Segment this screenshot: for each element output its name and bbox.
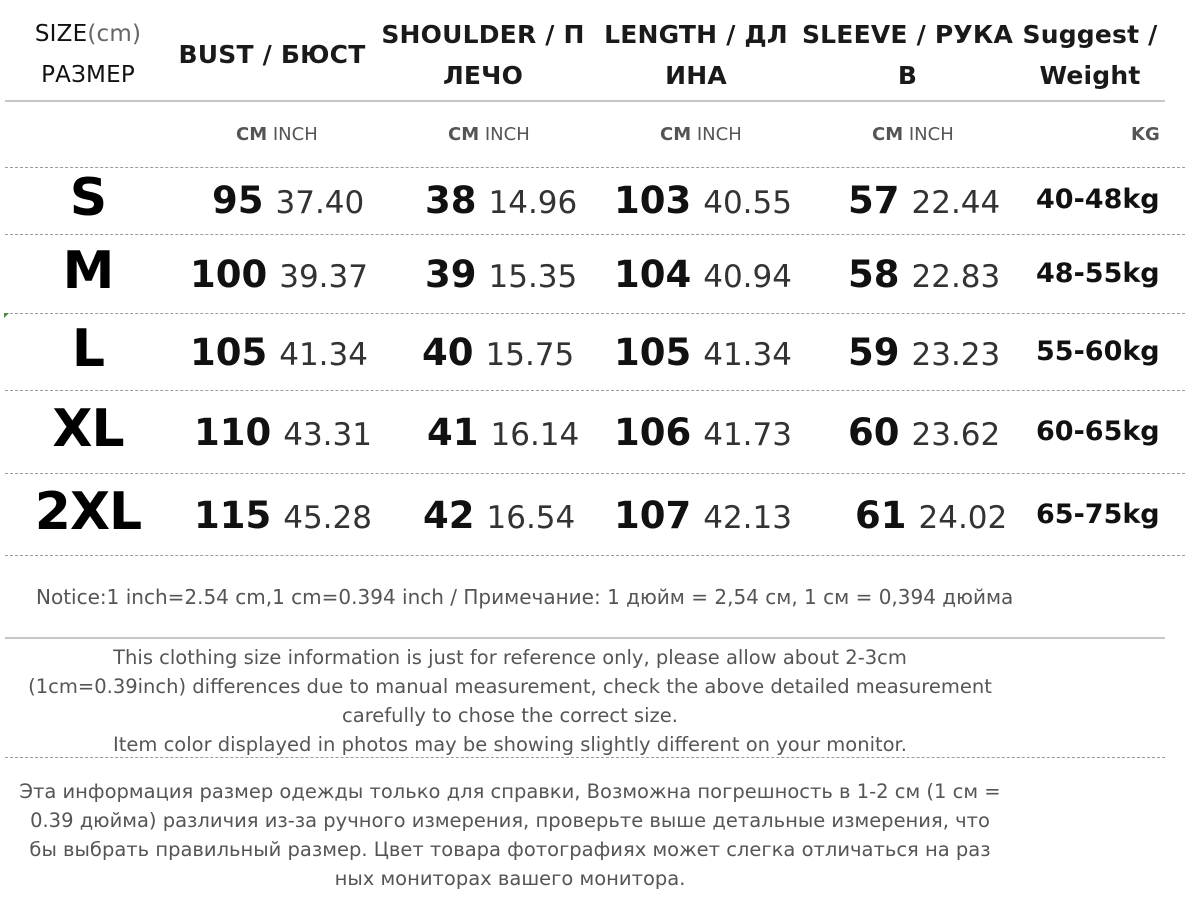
inch-value: 40.94 xyxy=(703,259,792,295)
cm-value: 61 xyxy=(855,494,907,537)
inch-value: 40.55 xyxy=(703,185,792,221)
disclaimer-ru-line: 0.39 дюйма) различия из-за ручного измерения, проверьте выше детальные измерения, что xyxy=(30,809,990,832)
sleeve-value xyxy=(855,494,1007,537)
cm-value: 40 xyxy=(422,331,474,374)
inch-value: 43.31 xyxy=(283,417,372,453)
shoulder-header-line1: SHOULDER / П xyxy=(381,20,585,49)
row-divider xyxy=(5,167,1185,168)
disclaimer-ru xyxy=(5,777,1015,893)
shoulder-value xyxy=(427,411,579,454)
weight-header-line1: Suggest / xyxy=(1022,20,1158,49)
weight-value: 55-60kg xyxy=(1036,336,1160,367)
length-header-line1: LENGTH / ДЛ xyxy=(604,20,788,49)
length-value xyxy=(614,179,792,222)
length-header-line2: ИНА xyxy=(665,61,727,90)
cm-value: 38 xyxy=(425,179,477,222)
weight-header-line2: Weight xyxy=(1039,61,1141,90)
shoulder-column-header xyxy=(378,14,588,96)
inch-value: 16.54 xyxy=(486,500,576,536)
unit-cm: CM xyxy=(236,124,268,145)
bust-value xyxy=(194,494,372,537)
size-label: L xyxy=(71,319,105,379)
row-divider xyxy=(5,313,1185,314)
row-divider xyxy=(5,555,1185,556)
sleeve-column-header xyxy=(800,14,1015,96)
cm-value: 105 xyxy=(614,331,692,374)
bust-value xyxy=(190,253,368,296)
sleeve-header-line2: В xyxy=(897,61,918,90)
weight-unit-row xyxy=(1131,124,1160,145)
disclaimer-ru-line: ных мониторах вашего монитора. xyxy=(334,867,686,890)
length-value xyxy=(614,494,792,537)
disclaimer-en-line: This clothing size information is just for reference only, please allow about 2-3cm xyxy=(113,646,907,669)
size-header-label-ru: РАЗМЕР xyxy=(41,62,135,88)
size-header-unit: (cm) xyxy=(87,21,142,47)
unit-inch: INCH xyxy=(908,124,954,145)
inch-value: 45.28 xyxy=(283,500,372,536)
inch-value: 42.13 xyxy=(703,500,792,536)
cm-value: 95 xyxy=(212,179,264,222)
size-label: XL xyxy=(52,399,124,459)
inch-value: 24.02 xyxy=(918,500,1008,536)
inch-value: 37.40 xyxy=(275,185,365,221)
inch-value: 41.34 xyxy=(703,337,792,373)
shoulder-header-line2: ЛЕЧО xyxy=(442,61,524,90)
inch-value: 15.35 xyxy=(488,259,578,295)
header-divider xyxy=(5,100,1165,102)
shoulder-unit-row xyxy=(448,124,530,145)
cm-value: 59 xyxy=(848,331,900,374)
disclaimer-en-line: carefully to chose the correct size. xyxy=(342,704,678,727)
size-label: S xyxy=(69,168,107,228)
inch-value: 39.37 xyxy=(279,259,368,295)
disclaimer-ru-line: бы выбрать правильный размер. Цвет товара фотографиях может слегка отличаться на раз xyxy=(29,838,991,861)
bust-header-label: BUST / БЮСТ xyxy=(178,40,366,69)
cm-value: 41 xyxy=(427,411,479,454)
size-label: M xyxy=(62,241,114,301)
row-divider xyxy=(5,473,1185,474)
bust-column-header xyxy=(172,34,372,75)
shoulder-value xyxy=(423,494,575,537)
disclaimer-en-line: (1cm=0.39inch) differences due to manual measurement, check the above detailed measurement xyxy=(28,675,992,698)
cm-value: 60 xyxy=(848,411,900,454)
sleeve-value xyxy=(848,411,1000,454)
weight-value: 65-75kg xyxy=(1036,499,1160,530)
cm-value: 107 xyxy=(614,494,692,537)
sleeve-value xyxy=(848,253,1000,296)
unit-inch: INCH xyxy=(272,124,318,145)
cm-value: 42 xyxy=(423,494,475,537)
cm-value: 106 xyxy=(614,411,692,454)
unit-inch: INCH xyxy=(484,124,530,145)
cm-value: 100 xyxy=(190,253,268,296)
cm-value: 58 xyxy=(848,253,900,296)
row-divider xyxy=(5,390,1185,391)
notice-divider xyxy=(5,637,1165,639)
unit-cm: CM xyxy=(448,124,480,145)
corner-mark xyxy=(4,313,9,318)
shoulder-value xyxy=(425,253,577,296)
cm-value: 103 xyxy=(614,179,692,222)
inch-value: 22.83 xyxy=(911,259,1001,295)
weight-value: 60-65kg xyxy=(1036,416,1160,447)
unit-kg: KG xyxy=(1131,124,1160,145)
weight-value: 40-48kg xyxy=(1036,184,1160,215)
cm-value: 115 xyxy=(194,494,272,537)
bust-value xyxy=(190,331,368,374)
shoulder-value xyxy=(422,331,574,374)
bust-value xyxy=(194,411,372,454)
sleeve-value xyxy=(848,179,1000,222)
disclaimer-divider xyxy=(5,757,1165,758)
size-label: 2XL xyxy=(34,482,142,542)
length-value xyxy=(614,331,792,374)
row-divider xyxy=(5,234,1185,235)
weight-column-header xyxy=(1016,14,1164,96)
cm-value: 39 xyxy=(425,253,477,296)
sleeve-header-line1: SLEEVE / РУКА xyxy=(801,20,1014,49)
disclaimer-en xyxy=(5,643,1015,759)
unit-cm: CM xyxy=(872,124,904,145)
cm-value: 104 xyxy=(614,253,692,296)
cm-value: 105 xyxy=(190,331,268,374)
disclaimer-ru-line: Эта информация размер одежды только для справки, Возможна погрешность в 1-2 см (1 см = xyxy=(19,780,1001,803)
weight-value: 48-55kg xyxy=(1036,258,1160,289)
unit-inch: INCH xyxy=(696,124,742,145)
inch-value: 15.75 xyxy=(485,337,575,373)
cm-value: 57 xyxy=(848,179,900,222)
length-value xyxy=(614,411,792,454)
cm-value: 110 xyxy=(194,411,272,454)
inch-value: 16.14 xyxy=(490,417,580,453)
sleeve-value xyxy=(848,331,1000,374)
inch-value: 23.62 xyxy=(911,417,1001,453)
inch-value: 41.73 xyxy=(703,417,792,453)
inch-value: 14.96 xyxy=(488,185,578,221)
length-value xyxy=(614,253,792,296)
size-header-label: SIZE xyxy=(34,21,88,47)
bust-value xyxy=(212,179,364,222)
conversion-notice: Notice:1 inch=2.54 cm,1 cm=0.394 inch / Примечание: 1 дюйм = 2,54 см, 1 см = 0,394 дюйма xyxy=(36,585,1014,609)
disclaimer-en-line: Item color displayed in photos may be showing slightly different on your monitor. xyxy=(113,733,907,756)
bust-unit-row xyxy=(236,124,318,145)
length-column-header xyxy=(596,14,796,96)
inch-value: 41.34 xyxy=(279,337,368,373)
shoulder-value xyxy=(425,179,577,222)
size-column-header xyxy=(18,14,158,96)
sleeve-unit-row xyxy=(872,124,954,145)
unit-cm: CM xyxy=(660,124,692,145)
inch-value: 23.23 xyxy=(911,337,1001,373)
length-unit-row xyxy=(660,124,742,145)
inch-value: 22.44 xyxy=(911,185,1001,221)
